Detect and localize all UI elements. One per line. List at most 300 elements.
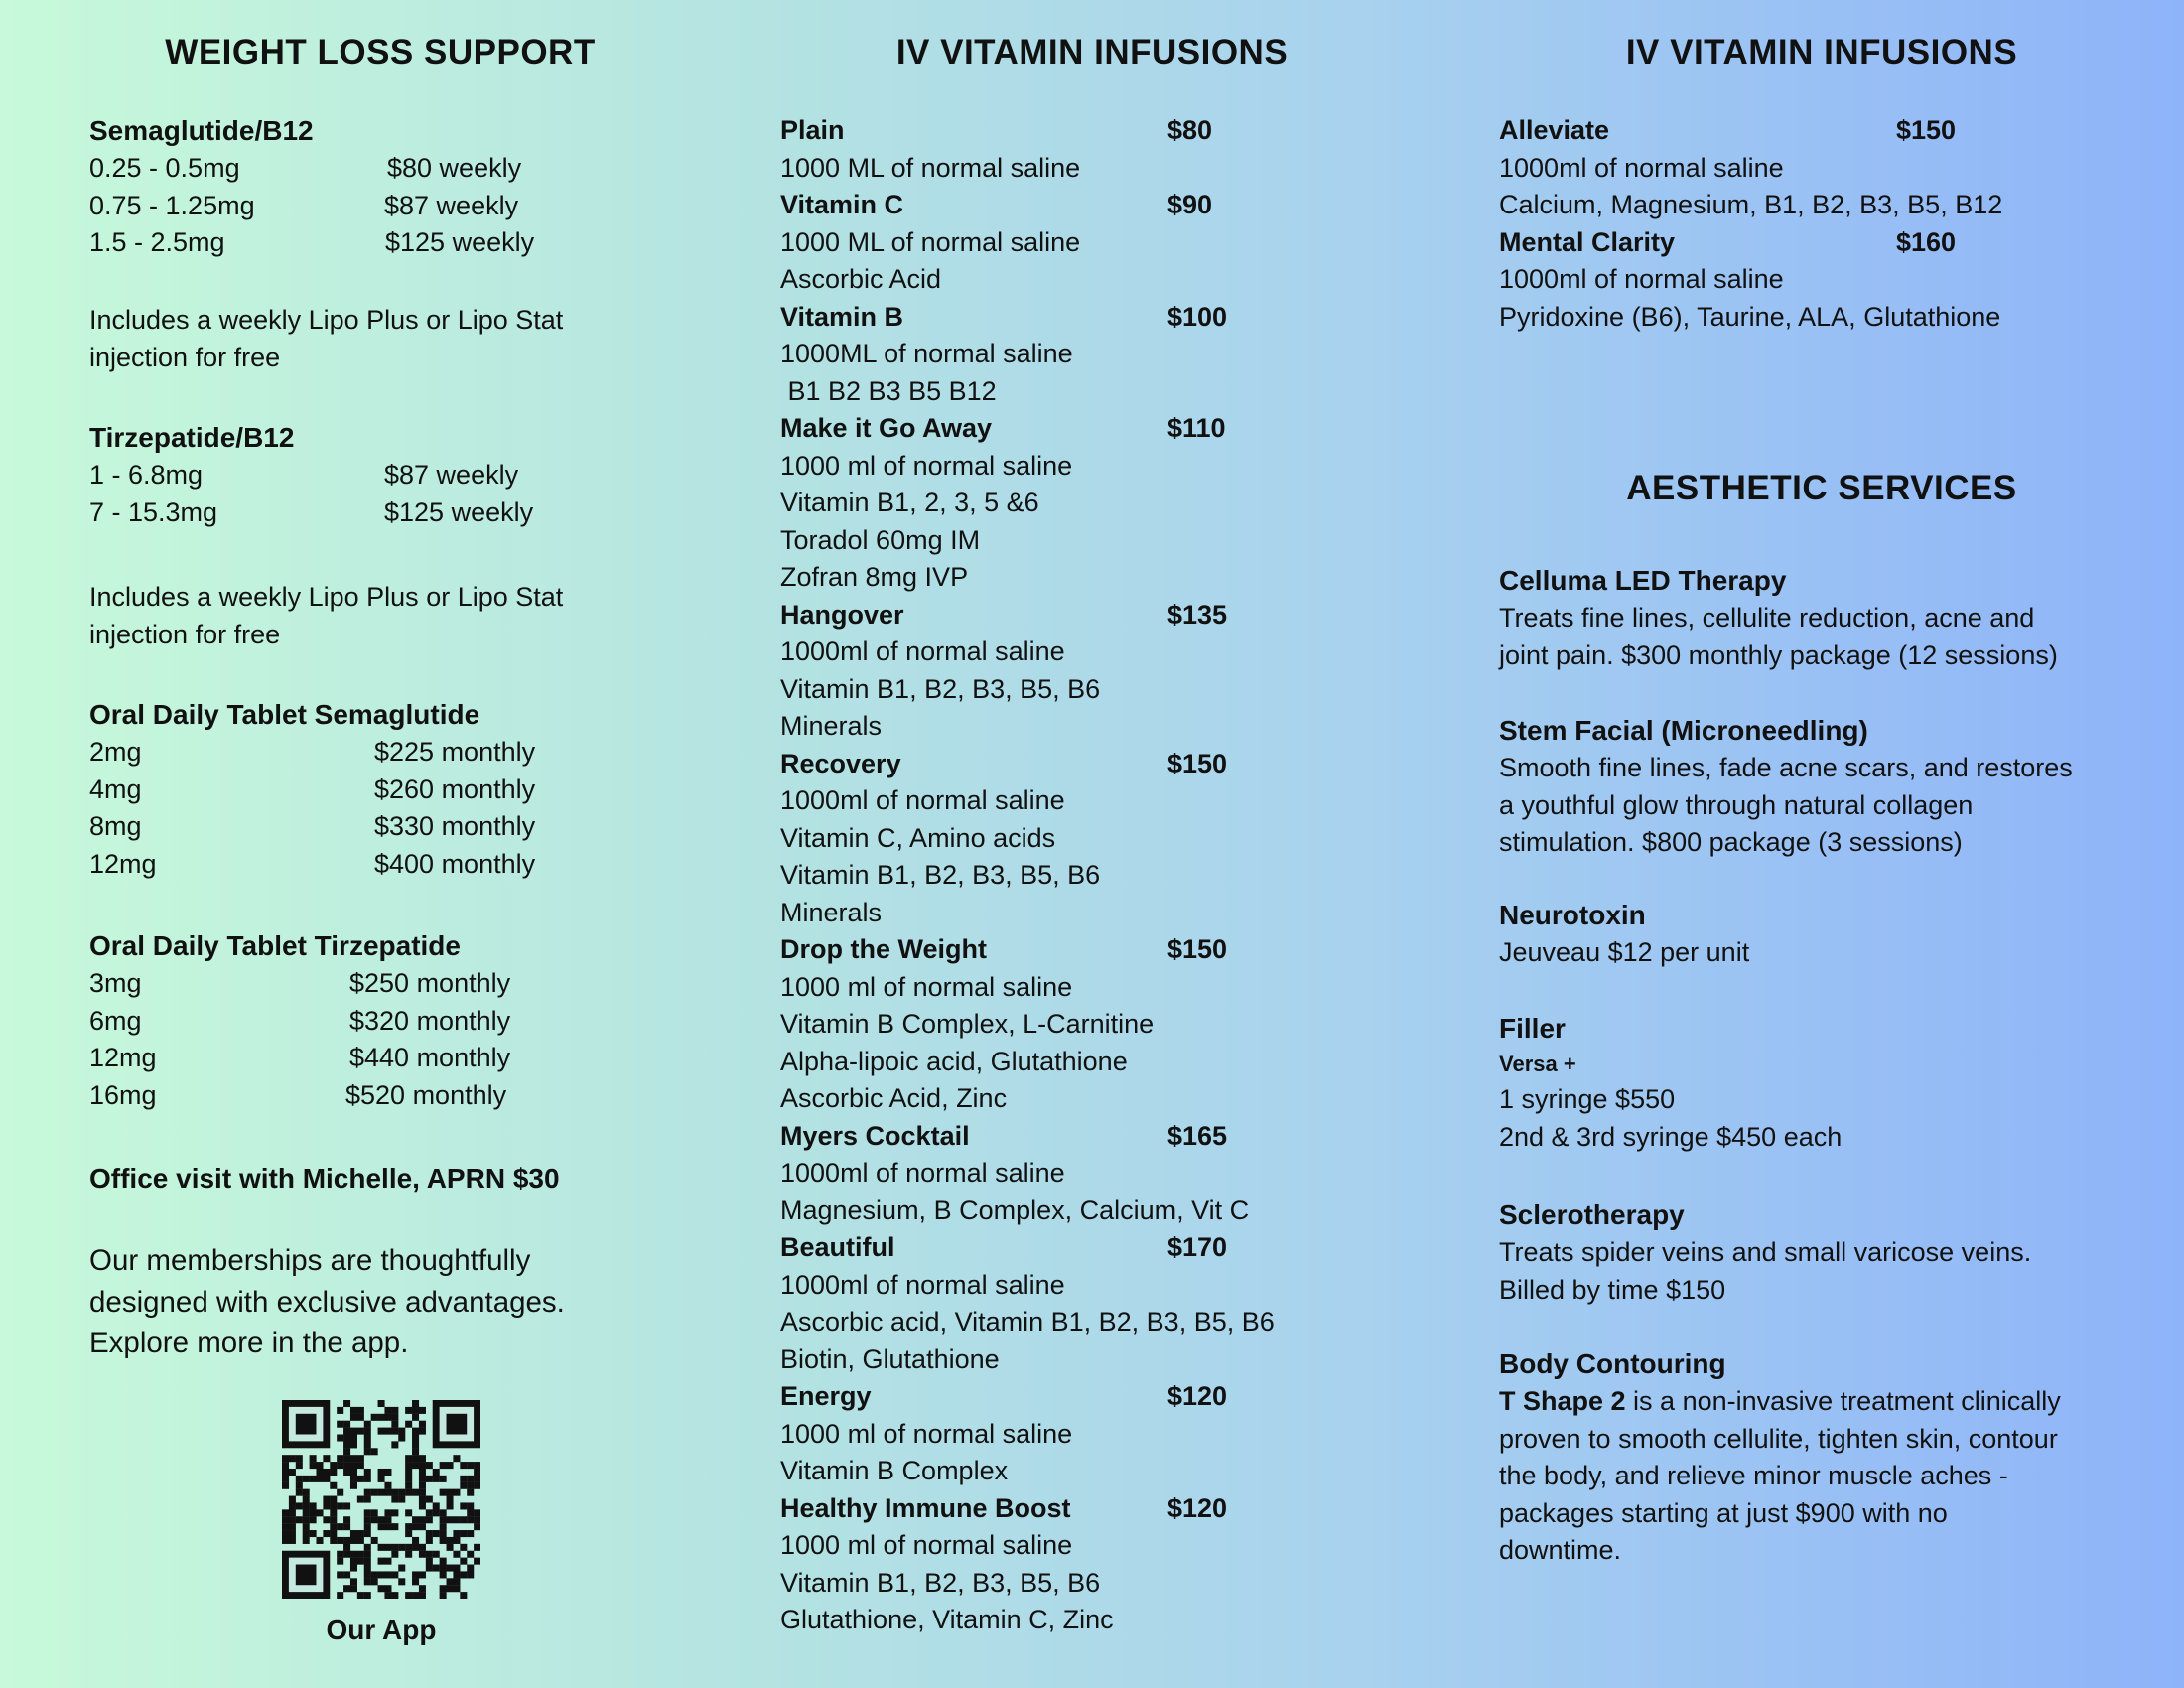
iv-item-price: $160	[1896, 226, 1957, 257]
oral-tirzepatide-section	[89, 927, 685, 1114]
qr-module	[378, 1428, 385, 1435]
qr-module	[460, 1558, 467, 1565]
qr-module	[289, 1502, 296, 1509]
qr-module	[412, 1428, 419, 1435]
iv-item-detail: Vitamin B1, B2, B3, B5, B6	[780, 1567, 1101, 1598]
qr-module	[474, 1462, 480, 1469]
price-row	[89, 1040, 685, 1077]
price-row	[89, 772, 685, 809]
qr-module	[364, 1469, 371, 1476]
iv-item-detail: Ascorbic Acid, Zinc	[780, 1083, 1008, 1113]
tirzepatide-section	[89, 419, 685, 531]
iv-item-detail: Calcium, Magnesium, B1, B2, B3, B5, B12	[1499, 190, 2003, 219]
qr-module	[440, 1516, 447, 1523]
qr-module	[337, 1551, 343, 1558]
qr-module	[391, 1407, 398, 1414]
service-name: Sclerotherapy	[1499, 1199, 1685, 1230]
qr-module	[357, 1407, 364, 1414]
qr-module	[460, 1516, 467, 1523]
qr-module	[384, 1469, 391, 1476]
qr-module	[357, 1414, 364, 1421]
iv-infusions-title-2: IV VITAMIN INFUSIONS	[1625, 33, 2018, 71]
qr-module	[350, 1469, 357, 1476]
iv-item-detail: Alpha-lipoic acid, Glutathione	[780, 1046, 1128, 1076]
iv-item-header	[780, 410, 1475, 448]
qr-module	[419, 1502, 426, 1509]
qr-module	[426, 1530, 433, 1537]
price-row	[89, 457, 685, 494]
qr-module	[330, 1502, 337, 1509]
qr-module	[419, 1496, 426, 1503]
qr-module	[364, 1558, 371, 1565]
iv-item-name: Myers Cocktail	[780, 1120, 970, 1151]
service-desc: downtime.	[1499, 1535, 1622, 1565]
dose: 4mg	[89, 774, 142, 804]
qr-module	[453, 1565, 460, 1572]
iv-item-price: $150	[1896, 115, 1957, 145]
qr-module	[282, 1530, 289, 1537]
service-body-contouring	[1499, 1345, 2061, 1570]
qr-module	[357, 1496, 364, 1503]
qr-module	[467, 1489, 474, 1496]
qr-module	[412, 1455, 419, 1462]
qr-module	[453, 1578, 460, 1585]
iv-item-detail: Toradol 60mg IM	[780, 524, 981, 555]
qr-module	[371, 1537, 378, 1544]
qr-module	[371, 1489, 378, 1496]
dose: 1.5 - 2.5mg	[89, 227, 225, 257]
qr-module	[447, 1537, 454, 1544]
dose: 8mg	[89, 811, 142, 841]
iv-item-detail: 1000 ml of normal saline	[780, 1418, 1073, 1449]
qr-module	[364, 1428, 371, 1435]
dose: 12mg	[89, 848, 157, 879]
service-desc: packages starting at just $900 with no	[1499, 1497, 1948, 1528]
qr-module	[467, 1571, 474, 1578]
iv-item-name: Healthy Immune Boost	[780, 1492, 1071, 1523]
qr-module	[467, 1551, 474, 1558]
qr-module	[330, 1462, 337, 1469]
qr-module	[440, 1571, 447, 1578]
qr-module	[419, 1407, 426, 1414]
price-row	[89, 188, 685, 225]
qr-module	[343, 1428, 350, 1435]
qr-module	[337, 1592, 343, 1599]
iv-item-header	[780, 1378, 1475, 1416]
qr-module	[405, 1551, 412, 1558]
qr-module	[384, 1585, 391, 1592]
service-desc: a youthful glow through natural collagen	[1499, 789, 1974, 820]
iv-item-price: $80	[1167, 115, 1213, 145]
iv-item-name: Mental Clarity	[1499, 226, 1676, 257]
semaglutide-note	[89, 302, 563, 376]
iv-item-header	[780, 187, 1475, 224]
dose: 7 - 15.3mg	[89, 496, 218, 527]
qr-module	[447, 1544, 454, 1551]
qr-module	[316, 1476, 323, 1482]
qr-module	[467, 1516, 474, 1523]
service-desc: joint pain. $300 monthly package (12 sessions)	[1499, 639, 2058, 670]
price: $80 weekly	[387, 153, 522, 183]
iv-item-detail: Vitamin B1, B2, B3, B5, B6	[780, 673, 1101, 704]
qr-module	[378, 1400, 385, 1407]
service-desc: Jeuveau $12 per unit	[1499, 937, 1750, 967]
qr-module	[398, 1578, 405, 1585]
iv-item-detail: Zofran 8mg IVP	[780, 562, 969, 592]
qr-module	[405, 1462, 412, 1469]
qr-module	[350, 1578, 357, 1585]
qr-module	[350, 1428, 357, 1435]
qr-module	[303, 1530, 310, 1537]
qr-module	[350, 1565, 357, 1572]
qr-module	[440, 1462, 447, 1469]
qr-module	[343, 1448, 350, 1455]
qr-module	[357, 1558, 364, 1565]
qr-module	[440, 1558, 447, 1565]
qr-module	[378, 1571, 385, 1578]
aesthetic-services-title: AESTHETIC SERVICES	[1626, 469, 2017, 507]
iv-item-detail: 1000ml of normal saline	[780, 1269, 1065, 1300]
qr-module	[384, 1509, 391, 1516]
qr-module	[282, 1482, 289, 1489]
qr-module	[398, 1489, 405, 1496]
semaglutide-section	[89, 112, 685, 262]
qr-module	[419, 1476, 426, 1482]
tirzepatide-name: Tirzepatide/B12	[89, 422, 295, 453]
price: $87 weekly	[384, 190, 519, 220]
qr-module	[364, 1476, 371, 1482]
qr-module	[447, 1502, 454, 1509]
qr-module	[337, 1434, 343, 1441]
qr-module	[433, 1469, 440, 1476]
qr-module	[310, 1455, 317, 1462]
qr-module	[282, 1516, 289, 1523]
qr-module	[343, 1434, 350, 1441]
qr-module	[405, 1421, 412, 1428]
qr-module	[282, 1523, 289, 1530]
service-sub: Versa +	[1499, 1052, 1576, 1076]
qr-module	[460, 1482, 467, 1489]
iv-item	[780, 1118, 1475, 1230]
iv-item-name: Alleviate	[1499, 115, 1610, 145]
dose: 1 - 6.8mg	[89, 460, 204, 490]
service-desc: stimulation. $800 package (3 sessions)	[1499, 827, 1963, 857]
iv-item-header	[780, 597, 1475, 634]
qr-module	[419, 1592, 426, 1599]
iv-item	[780, 1378, 1475, 1490]
qr-module	[316, 1469, 323, 1476]
qr-module	[350, 1455, 357, 1462]
qr-module	[419, 1428, 426, 1435]
qr-module	[282, 1509, 289, 1516]
qr-module	[364, 1489, 371, 1496]
qr-module	[378, 1414, 385, 1421]
qr-module	[398, 1544, 405, 1551]
qr-module	[343, 1544, 350, 1551]
qr-module	[371, 1414, 378, 1421]
iv-item-header	[780, 746, 1475, 783]
qr-module	[323, 1455, 330, 1462]
qr-module	[310, 1462, 317, 1469]
iv-item-detail: Ascorbic acid, Vitamin B1, B2, B3, B5, B6	[780, 1307, 1275, 1336]
membership-line: designed with exclusive advantages.	[89, 1285, 565, 1319]
qr-module	[330, 1496, 337, 1503]
qr-module	[467, 1482, 474, 1489]
qr-module	[282, 1476, 289, 1482]
qr-module	[371, 1571, 378, 1578]
service-desc: Smooth fine lines, fade acne scars, and restores	[1499, 753, 2073, 782]
iv-item-name: Make it Go Away	[780, 413, 993, 443]
qr-module	[398, 1496, 405, 1503]
qr-module	[350, 1558, 357, 1565]
qr-module	[440, 1509, 447, 1516]
qr-module	[426, 1496, 433, 1503]
qr-module	[384, 1489, 391, 1496]
iv-item-detail: Minerals	[780, 897, 883, 927]
qr-module	[384, 1523, 391, 1530]
qr-module	[391, 1496, 398, 1503]
qr-module	[405, 1476, 412, 1482]
qr-module	[384, 1592, 391, 1599]
qr-module	[391, 1489, 398, 1496]
iv-item-header	[780, 299, 1475, 337]
qr-module	[453, 1551, 460, 1558]
qr-module	[460, 1476, 467, 1482]
qr-module	[474, 1509, 480, 1516]
qr-module	[426, 1516, 433, 1523]
qr-module	[296, 1489, 303, 1496]
service-desc: Billed by time $150	[1499, 1274, 1726, 1305]
note-line: injection for free	[89, 342, 281, 372]
qr-module	[467, 1476, 474, 1482]
qr-module	[357, 1551, 364, 1558]
iv-item-price: $100	[1167, 301, 1228, 332]
qr-module	[323, 1469, 330, 1476]
price: $225 monthly	[374, 737, 536, 767]
qr-module	[323, 1530, 330, 1537]
qr-module	[289, 1469, 296, 1476]
qr-module	[440, 1476, 447, 1482]
qr-module	[412, 1489, 419, 1496]
iv-item-detail: Vitamin C, Amino acids	[780, 822, 1056, 853]
qr-module	[405, 1455, 412, 1462]
iv-item-detail: Vitamin B1, 2, 3, 5 &6	[780, 488, 1039, 517]
iv-item-detail: 1000ML of normal saline	[780, 339, 1073, 368]
iv-item-name: Energy	[780, 1381, 872, 1411]
qr-module	[391, 1523, 398, 1530]
price-row	[89, 150, 685, 188]
oral-tirzepatide-name: Oral Daily Tablet Tirzepatide	[89, 930, 461, 961]
service-desc: Treats spider veins and small varicose veins.	[1499, 1237, 2032, 1267]
qr-module	[364, 1523, 371, 1530]
dose: 2mg	[89, 737, 142, 767]
qr-module	[289, 1523, 296, 1530]
iv-item-detail: Ascorbic Acid	[780, 264, 942, 294]
qr-module	[384, 1482, 391, 1489]
qr-module	[426, 1551, 433, 1558]
qr-module	[440, 1585, 447, 1592]
qr-module	[343, 1400, 350, 1407]
qr-module	[303, 1509, 310, 1516]
qr-module	[378, 1585, 385, 1592]
qr-module	[405, 1509, 412, 1516]
iv-item-price: $110	[1167, 413, 1226, 443]
qr-module	[282, 1537, 289, 1544]
qr-module	[419, 1455, 426, 1462]
qr-module	[433, 1551, 440, 1558]
qr-module	[350, 1414, 357, 1421]
iv-item-detail: Vitamin B Complex, L-Carnitine	[780, 1009, 1155, 1039]
qr-module	[316, 1509, 323, 1516]
qr-module	[364, 1571, 371, 1578]
qr-module	[282, 1462, 289, 1469]
qr-module	[447, 1496, 454, 1503]
iv-infusion-list	[780, 112, 1475, 1639]
qr-module	[337, 1537, 343, 1544]
iv-item-name: Vitamin C	[780, 190, 904, 219]
qr-finder-center	[447, 1414, 468, 1435]
iv-item-name: Beautiful	[780, 1232, 895, 1262]
qr-module	[343, 1537, 350, 1544]
qr-code[interactable]	[282, 1400, 480, 1599]
service-desc	[1499, 1383, 2061, 1421]
oral-semaglutide-section	[89, 696, 685, 883]
qr-module	[343, 1462, 350, 1469]
qr-module	[453, 1537, 460, 1544]
qr-module	[378, 1544, 385, 1551]
iv-item-header	[1499, 224, 2174, 262]
qr-module	[460, 1462, 467, 1469]
qr-module	[419, 1551, 426, 1558]
qr-module	[384, 1428, 391, 1435]
qr-module	[412, 1537, 419, 1544]
qr-module	[391, 1544, 398, 1551]
qr-module	[364, 1421, 371, 1428]
service-neurotoxin	[1499, 897, 1749, 972]
qr-module	[337, 1523, 343, 1530]
qr-module	[384, 1544, 391, 1551]
dose: 16mg	[89, 1079, 157, 1110]
price: $330 monthly	[374, 811, 536, 841]
qr-module	[337, 1407, 343, 1414]
qr-module	[296, 1482, 303, 1489]
qr-module	[405, 1489, 412, 1496]
qr-module	[310, 1509, 317, 1516]
qr-module	[310, 1516, 317, 1523]
price-row	[89, 734, 685, 772]
qr-module	[364, 1441, 371, 1448]
qr-module	[391, 1414, 398, 1421]
qr-module	[391, 1509, 398, 1516]
qr-module	[303, 1489, 310, 1496]
dose: 12mg	[89, 1043, 157, 1072]
qr-module	[378, 1489, 385, 1496]
qr-module	[474, 1558, 480, 1565]
qr-module	[350, 1462, 357, 1469]
qr-module	[357, 1530, 364, 1537]
iv-item-detail: 1000 ML of normal saline	[780, 152, 1081, 183]
iv-item-detail: 1000 ml of normal saline	[780, 1530, 1073, 1560]
qr-module	[378, 1558, 385, 1565]
qr-module	[337, 1462, 343, 1469]
iv-item-price: $150	[1167, 934, 1228, 964]
iv-item-header	[1499, 112, 2174, 150]
service-desc: Treats fine lines, cellulite reduction, acne and	[1499, 603, 2035, 633]
price-row	[89, 494, 685, 532]
iv-item-price: $120	[1167, 1381, 1228, 1411]
qr-module	[364, 1551, 371, 1558]
price-row	[89, 224, 685, 262]
qr-module	[440, 1530, 447, 1537]
semaglutide-name: Semaglutide/B12	[89, 115, 314, 146]
qr-module	[303, 1516, 310, 1523]
qr-module	[350, 1585, 357, 1592]
qr-module	[343, 1455, 350, 1462]
qr-module	[433, 1502, 440, 1509]
qr-module	[337, 1502, 343, 1509]
qr-module	[371, 1516, 378, 1523]
qr-module	[330, 1482, 337, 1489]
qr-module	[398, 1428, 405, 1435]
qr-module	[289, 1516, 296, 1523]
qr-module	[391, 1592, 398, 1599]
qr-module	[447, 1578, 454, 1585]
qr-module	[289, 1530, 296, 1537]
qr-module	[391, 1441, 398, 1448]
qr-module	[350, 1434, 357, 1441]
qr-module	[426, 1476, 433, 1482]
membership-line: Our memberships are thoughtfully	[89, 1244, 531, 1277]
qr-module	[316, 1537, 323, 1544]
qr-module	[357, 1592, 364, 1599]
qr-module	[426, 1509, 433, 1516]
iv-item-header	[780, 1229, 1475, 1267]
qr-module	[316, 1462, 323, 1469]
office-visit: Office visit with Michelle, APRN $30	[89, 1163, 560, 1194]
qr-module	[350, 1551, 357, 1558]
qr-module	[453, 1489, 460, 1496]
iv-item-detail: 1000ml of normal saline	[780, 636, 1065, 666]
iv-item-detail: 1000 ml of normal saline	[780, 971, 1073, 1002]
note-line: Includes a weekly Lipo Plus or Lipo Stat	[89, 305, 564, 335]
qr-module	[412, 1441, 419, 1448]
service-name: Celluma LED Therapy	[1499, 565, 1787, 596]
qr-module	[350, 1530, 357, 1537]
oral-semaglutide-name: Oral Daily Tablet Semaglutide	[89, 699, 480, 730]
iv-item	[1499, 224, 2174, 337]
iv-item	[780, 1490, 1475, 1639]
dose: 0.75 - 1.25mg	[89, 190, 255, 220]
qr-module	[337, 1455, 343, 1462]
iv-item-price: $90	[1167, 190, 1213, 219]
qr-module	[303, 1537, 310, 1544]
qr-module	[412, 1448, 419, 1455]
qr-module	[419, 1523, 426, 1530]
qr-module	[289, 1496, 296, 1503]
qr-module	[426, 1565, 433, 1572]
price: $125 weekly	[385, 227, 535, 257]
qr-module	[323, 1476, 330, 1482]
qr-module	[364, 1530, 371, 1537]
qr-module	[460, 1530, 467, 1537]
qr-module	[357, 1537, 364, 1544]
service-filler	[1499, 1010, 1842, 1156]
qr-module	[330, 1537, 337, 1544]
qr-module	[440, 1489, 447, 1496]
qr-module	[391, 1551, 398, 1558]
qr-module	[426, 1537, 433, 1544]
membership-text	[89, 1240, 565, 1364]
